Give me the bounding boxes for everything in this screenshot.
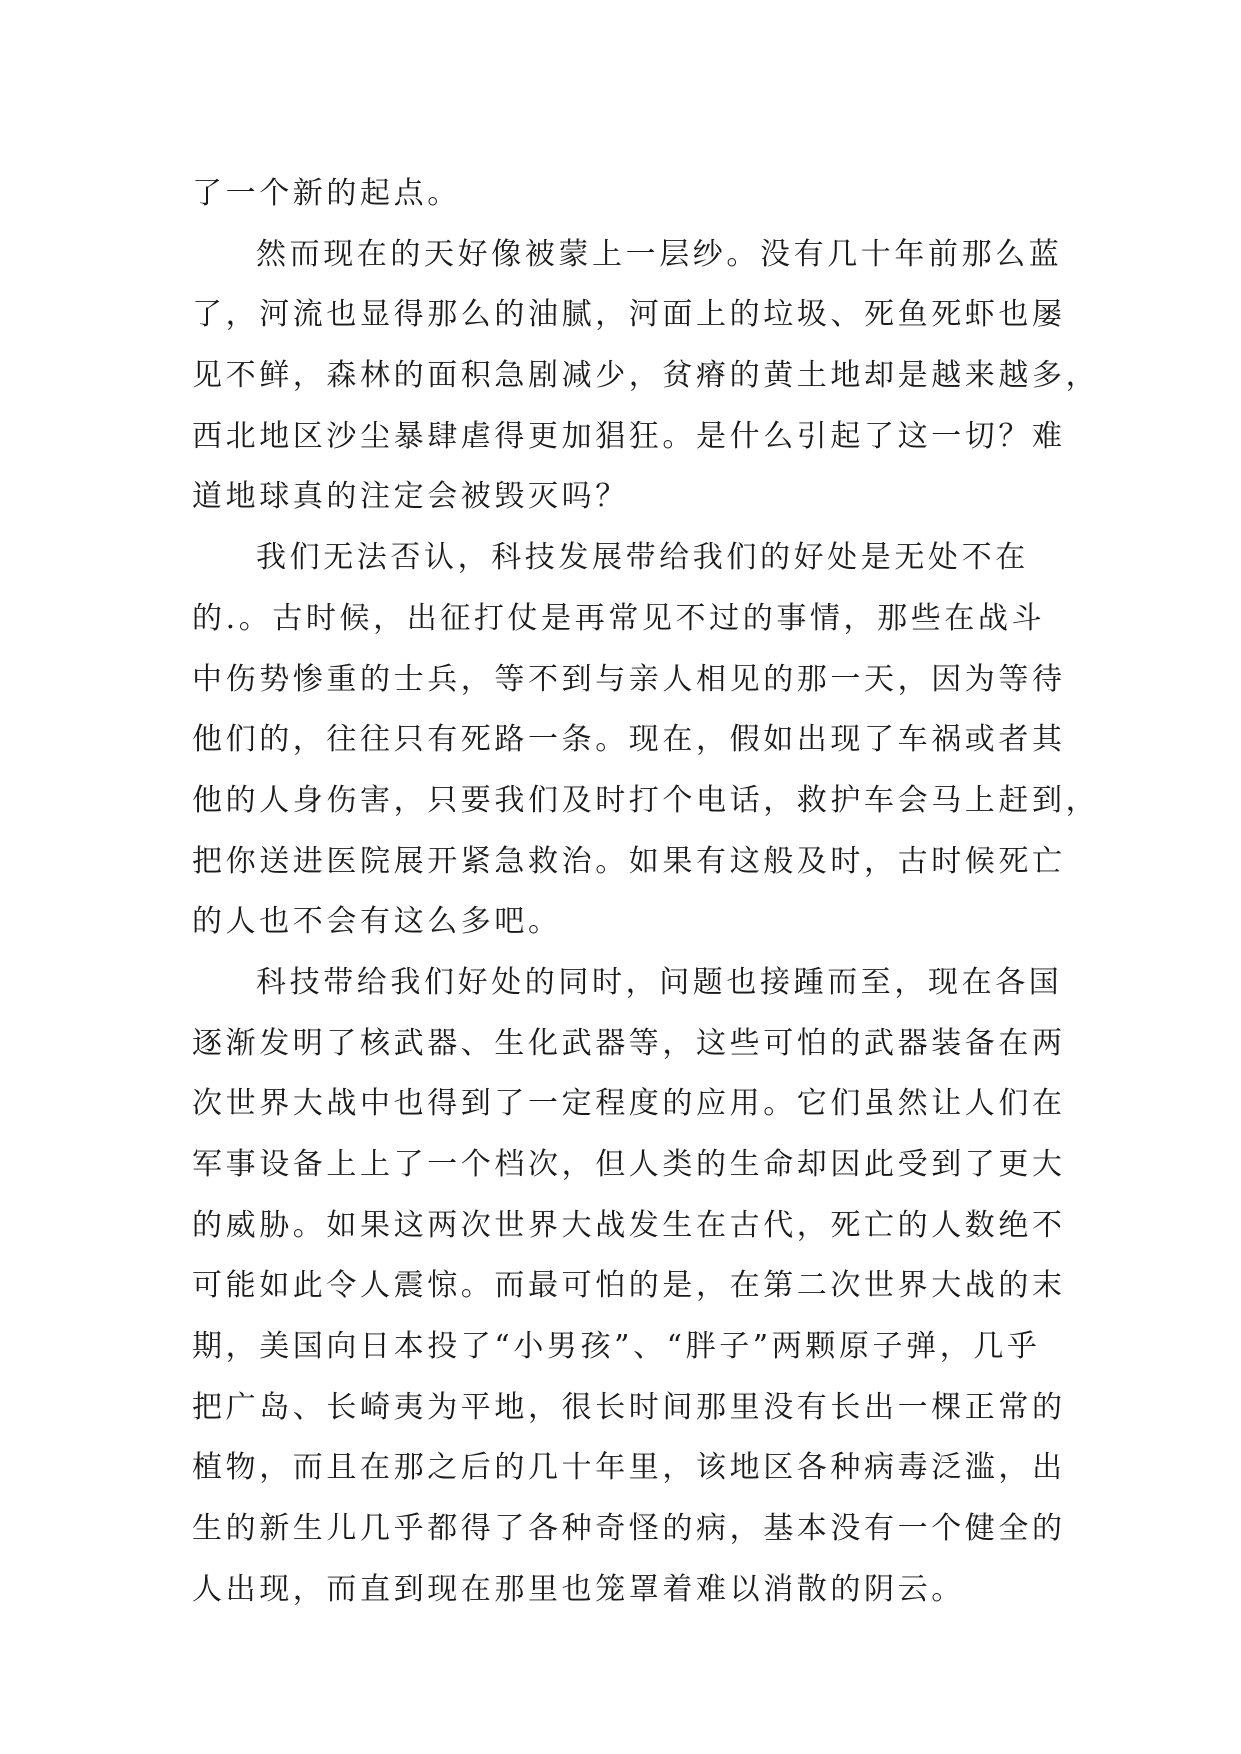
- text-line: 他的人身伤害，只要我们及时打个电话，救护车会马上赶到，: [192, 782, 1100, 818]
- text-line: 了，河流也显得那么的油腻，河面上的垃圾、死鱼死虾也屡: [192, 297, 1066, 333]
- body-text: [192, 164, 1100, 1621]
- text-line: 军事设备上上了一个档次，但人类的生命却因此受到了更大: [192, 1147, 1066, 1182]
- text-line: 他们的，往往只有死路一条。现在，假如出现了车祸或者其: [192, 722, 1066, 758]
- text-line: 逐渐发明了核武器、生化武器等，这些可怕的武器装备在两: [192, 1025, 1066, 1061]
- text-line: 我们无法否认，科技发展带给我们的好处是无处不在: [256, 540, 1029, 576]
- text-line: 然而现在的天好像被蒙上一层纱。没有几十年前那么蓝: [256, 236, 1063, 272]
- text-line: 人出现，而直到现在那里也笼罩着难以消散的阴云。: [192, 1571, 965, 1607]
- text-line: 的.。古时候，出征打仗是再常见不过的事情，那些在战斗: [192, 600, 1046, 636]
- text-line: 期，美国向日本投了“小男孩”、“胖子”两颗原子弹，几乎: [192, 1329, 1041, 1365]
- text-line: 可能如此令人震惊。而最可怕的是，在第二次世界大战的末: [192, 1268, 1066, 1304]
- text-line: 的人也不会有这么多吧。: [192, 904, 562, 940]
- text-line: 次世界大战中也得到了一定程度的应用。它们虽然让人们在: [192, 1086, 1066, 1122]
- text-line: 把你送进医院展开紧急救治。如果有这般及时，古时候死亡: [192, 843, 1066, 879]
- text-line: 把广岛、长崎夷为平地，很长时间那里没有长出一棵正常的: [192, 1389, 1066, 1425]
- text-line: 的威胁。如果这两次世界大战发生在古代，死亡的人数绝不: [192, 1207, 1066, 1243]
- text-line: 中伤势惨重的士兵，等不到与亲人相见的那一天，因为等待: [192, 661, 1066, 697]
- text-line: 植物，而且在那之后的几十年里，该地区各种病毒泛滥，出: [192, 1450, 1066, 1486]
- text-line: 见不鲜，森林的面积急剧减少，贫瘠的黄土地却是越来越多，: [192, 358, 1100, 394]
- text-line: 西北地区沙尘暴肆虐得更加猖狂。是什么引起了这一切？难: [192, 418, 1066, 454]
- text-line: 科技带给我们好处的同时，问题也接踵而至，现在各国: [256, 964, 1063, 1000]
- text-line: 道地球真的注定会被毁灭吗？: [192, 479, 629, 515]
- text-line: 生的新生儿几乎都得了各种奇怪的病，基本没有一个健全的: [192, 1511, 1066, 1547]
- text-line: 了一个新的起点。: [192, 176, 461, 211]
